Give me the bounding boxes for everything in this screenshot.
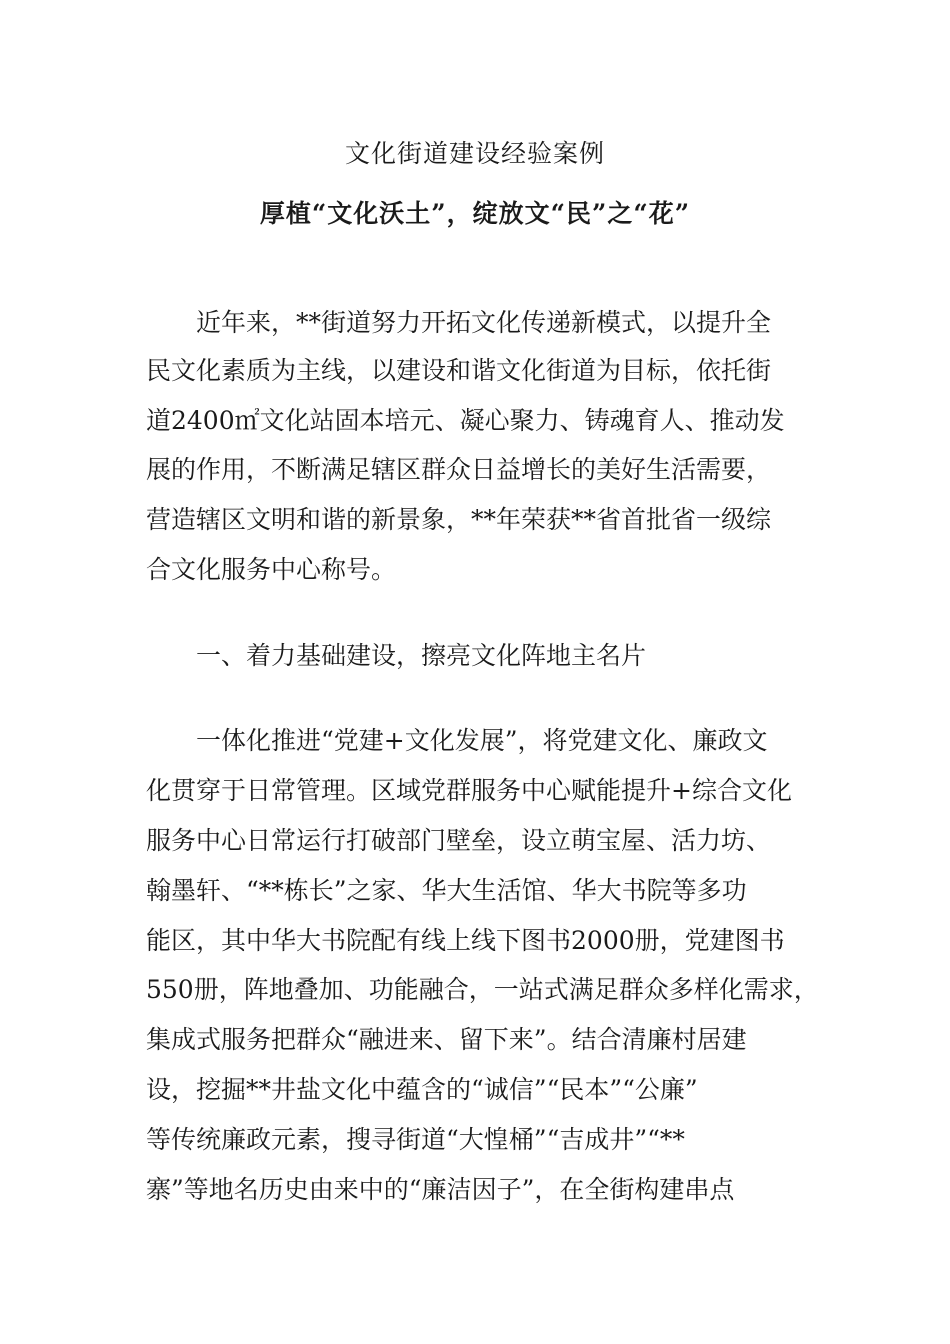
intro-line: 道2400㎡文化站固本培元、凝心聚力、铸魂育人、推动发: [146, 406, 785, 435]
body-line: 一体化推进“党建+文化发展”，将党建文化、廉政文: [196, 726, 768, 755]
body-line: 集成式服务把群众“融进来、留下来”。结合清廉村居建: [146, 1025, 747, 1054]
body-line: 化贯穿于日常管理。区域党群服务中心赋能提升+综合文化: [146, 776, 792, 805]
intro-line: 营造辖区文明和谐的新景象，**年荣获**省首批省一级综: [146, 505, 772, 534]
body-line: 能区，其中华大书院配有线上线下图书2000册，党建图书: [146, 926, 785, 955]
intro-line: 合文化服务中心称号。: [146, 555, 397, 584]
body-line: 服务中心日常运行打破部门壁垒，设立萌宝屋、活力坊、: [146, 826, 772, 855]
intro-line: 民文化素质为主线，以建设和谐文化街道为目标，依托街: [146, 356, 772, 385]
body-line: 550册，阵地叠加、功能融合，一站式满足群众多样化需求，: [146, 975, 819, 1004]
body-line: 等传统廉政元素，搜寻街道“大惶桶”“吉成井”“**: [146, 1125, 685, 1154]
intro-line: 展的作用，不断满足辖区群众日益增长的美好生活需要，: [146, 455, 772, 484]
document-subtitle: 厚植“文化沃土”，绽放文“民”之“花”: [259, 199, 691, 228]
document-title: 文化街道建设经验案例: [344, 139, 605, 168]
intro-line: 近年来，**街道努力开拓文化传递新模式，以提升全: [196, 308, 772, 337]
body-line: 设，挖掘**井盐文化中蕴含的“诚信”“民本”“公廉”: [146, 1075, 698, 1104]
body-line: 寨”等地名历史由来中的“廉洁因子”，在全街构建串点: [146, 1175, 735, 1204]
section-heading: 一、着力基础建设，擦亮文化阵地主名片: [196, 641, 647, 670]
body-line: 翰墨轩、“**栋长”之家、华大生活馆、华大书院等多功: [146, 876, 747, 905]
